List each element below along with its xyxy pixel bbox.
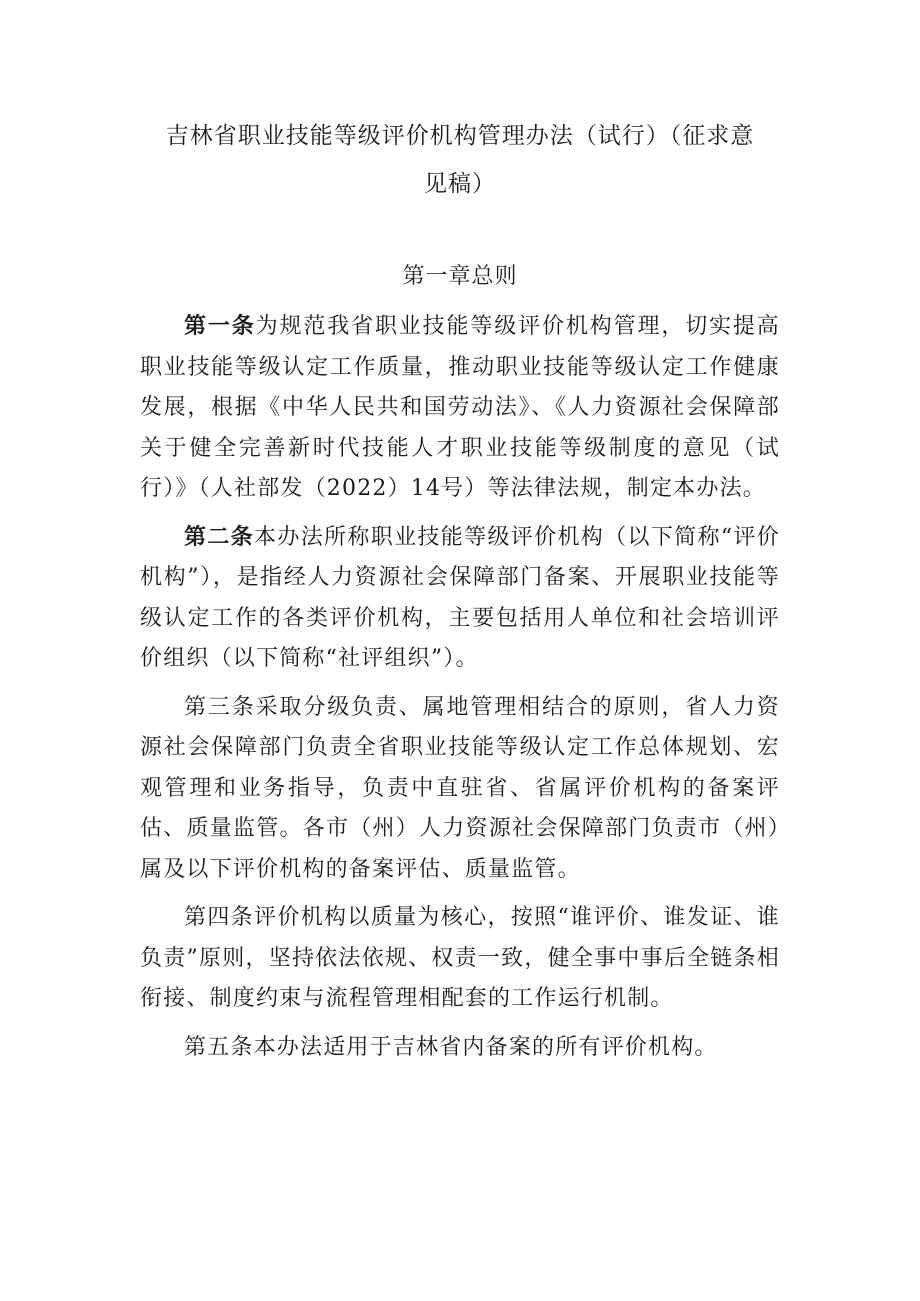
- document-body: [140, 307, 780, 1068]
- article-5: [140, 1028, 780, 1069]
- article-1-lead: 第一条: [184, 314, 256, 339]
- article-2-lead: 第二条: [184, 524, 255, 550]
- article-4: [140, 898, 780, 1020]
- document-title: [130, 112, 790, 208]
- article-1: [140, 307, 780, 510]
- article-4-text: 第四条评价机构以质量为核心，按照“谁评价、谁发证、谁负责”原则，坚持依法依规、权责一致，健全事中事后全链条相衔接、制度约束与流程管理相配套的工作运行机制。: [140, 905, 780, 1011]
- article-3: [140, 688, 780, 891]
- article-5-text: 第五条本办法适用于吉林省内备案的所有评价机构。: [184, 1034, 718, 1060]
- article-2-text: 本办法所称职业技能等级评价机构（以下简称“评价机构”），是指经人力资源社会保障部门备案、开展职业技能等级认定工作的各类评价机构，主要包括用人单位和社会培训评价组织（以下简称“社评组织”）。: [140, 524, 780, 671]
- article-2: [140, 518, 780, 680]
- title-line-1: 吉林省职业技能等级评价机构管理办法（试行）（征求意: [165, 123, 755, 149]
- article-3-text: 第三条采取分级负责、属地管理相结合的原则，省人力资源社会保障部门负责全省职业技能等级认定工作总体规划、宏观管理和业务指导，负责中直驻省、省属评价机构的备案评估、质量监管。各市（州）人力资源社会保障部门负责市（州）属及以下评价机构的备案评估、质量监管。: [140, 694, 780, 882]
- article-1-text: 为规范我省职业技能等级评价机构管理，切实提高职业技能等级认定工作质量，推动职业技能等级认定工作健康发展，根据《中华人民共和国劳动法》、《人力资源社会保障部关于健全完善新时代技能人才职业技能等级制度的意见（试行）》（人社部发（2022）14号）等法律法规，制定本办法。: [140, 314, 780, 501]
- title-line-2: 见稿）: [424, 171, 496, 197]
- chapter-heading: 第一章总则: [402, 264, 518, 289]
